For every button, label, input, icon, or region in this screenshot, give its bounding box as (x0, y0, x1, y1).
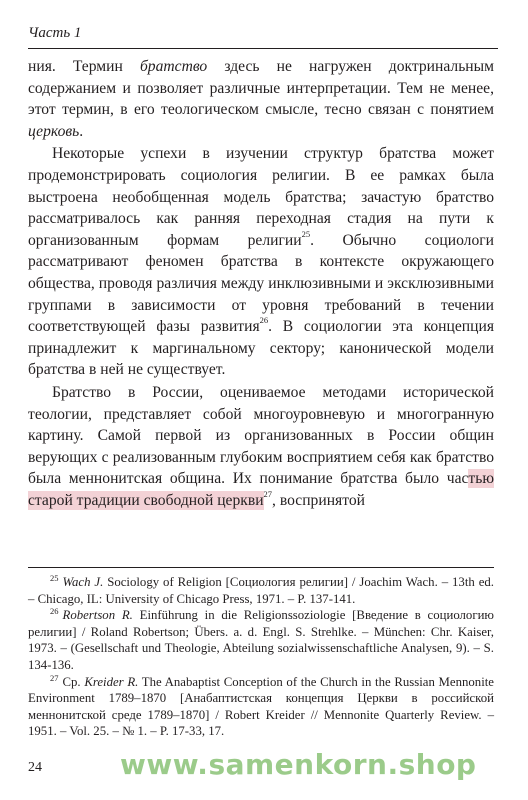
highlighted-text: тью старой традиции свободной церкви (28, 470, 494, 509)
text-run: Братство в России, оцениваемое методами исторической теологии, представляет собой многоуровневую и многогранную картину. Самой первой из организованных в России общин верующих с реализованным глубоким восприятием себя как братство была меннонитская община. Их понимание братства было час (28, 383, 494, 488)
footnote-ref: 26 (259, 315, 269, 326)
footnote-number: 26 (50, 606, 59, 617)
text-run: . (79, 122, 84, 140)
text-run: Некоторые успехи в изучении структур братства может продемонстрировать социология религии. В ее рамках была выстроена необобщенная модель братства; зачастую братство рассматривалось как ранняя переходная стадия на пути к организованным формам религии (28, 145, 494, 249)
footnote-ref: 25 (301, 228, 311, 239)
italic-text: церковь (28, 122, 80, 140)
text-run: , воспринятой (272, 491, 365, 509)
text-run: Ср. (62, 674, 85, 689)
footnote (28, 607, 494, 673)
italic-text: Wach J. (62, 575, 104, 589)
body-paragraph (28, 143, 494, 381)
text-run: . В социологии эта концепция принадлежит к маргинальному сектору; канонической модели братства в ней не существует. (28, 318, 494, 379)
text-run: ния. Термин (28, 58, 140, 75)
text-run: . Обычно социологи рассматривают феномен братства в контексте окружающего общества, проводя различия между инклюзивными и эксклюзивными группами в зависимости от уровня требований в течении соответствующей фазы развития (28, 231, 494, 336)
italic-text: Robertson R. (62, 608, 133, 623)
footnotes (28, 574, 494, 740)
text-run: Einführung in die Religionssoziologie [Введение в социологию религии] / Roland Robertson; Übers. a. d. Engl. S. Strehlke. – München: Chr. Kaiser, 1973. – (Gesellschaft und Theologie, Abteilung sozialwissenschaftliche Analysen, 9). – S. 134-136. (28, 608, 494, 672)
footnote (28, 574, 494, 607)
footnote-ref: 27 (263, 488, 273, 499)
text-run: The Anabaptist Conception of the Church in the Russian Mennonite Environment 1789–1870 [Анабаптистская концепция Церкви в российской меннонитской среде 1789–1870] / Robert Kreider // Mennonite Quarterly Review. – 1951. – Vol. 25. – № 1. – P. 17-33, 17. (28, 674, 494, 739)
footnote (28, 674, 494, 740)
text-run: здесь не нагружен доктринальным содержанием и позволяет различные интерпретации. Тем не менее, этот термин, в его теологическом смысле, тесно связан с понятием (28, 58, 495, 119)
text-run: Sociology of Religion [Социология религии] / Joachim Wach. – 13th ed. – Chicago, IL: University of Chicago Press, 1971. – P. 137-141. (28, 575, 494, 606)
watermark: www.samenkorn.shop (120, 748, 477, 781)
running-header: Часть 1 (28, 24, 498, 49)
italic-text: Kreider R. (84, 674, 139, 689)
footnote-number: 27 (50, 672, 59, 683)
body-text (28, 56, 494, 511)
body-paragraph (28, 56, 494, 142)
page-number: 24 (28, 760, 42, 775)
footnote-rule (28, 567, 494, 568)
body-paragraph (28, 382, 494, 512)
footnote-number: 25 (50, 573, 59, 583)
italic-text: братство (139, 58, 208, 75)
